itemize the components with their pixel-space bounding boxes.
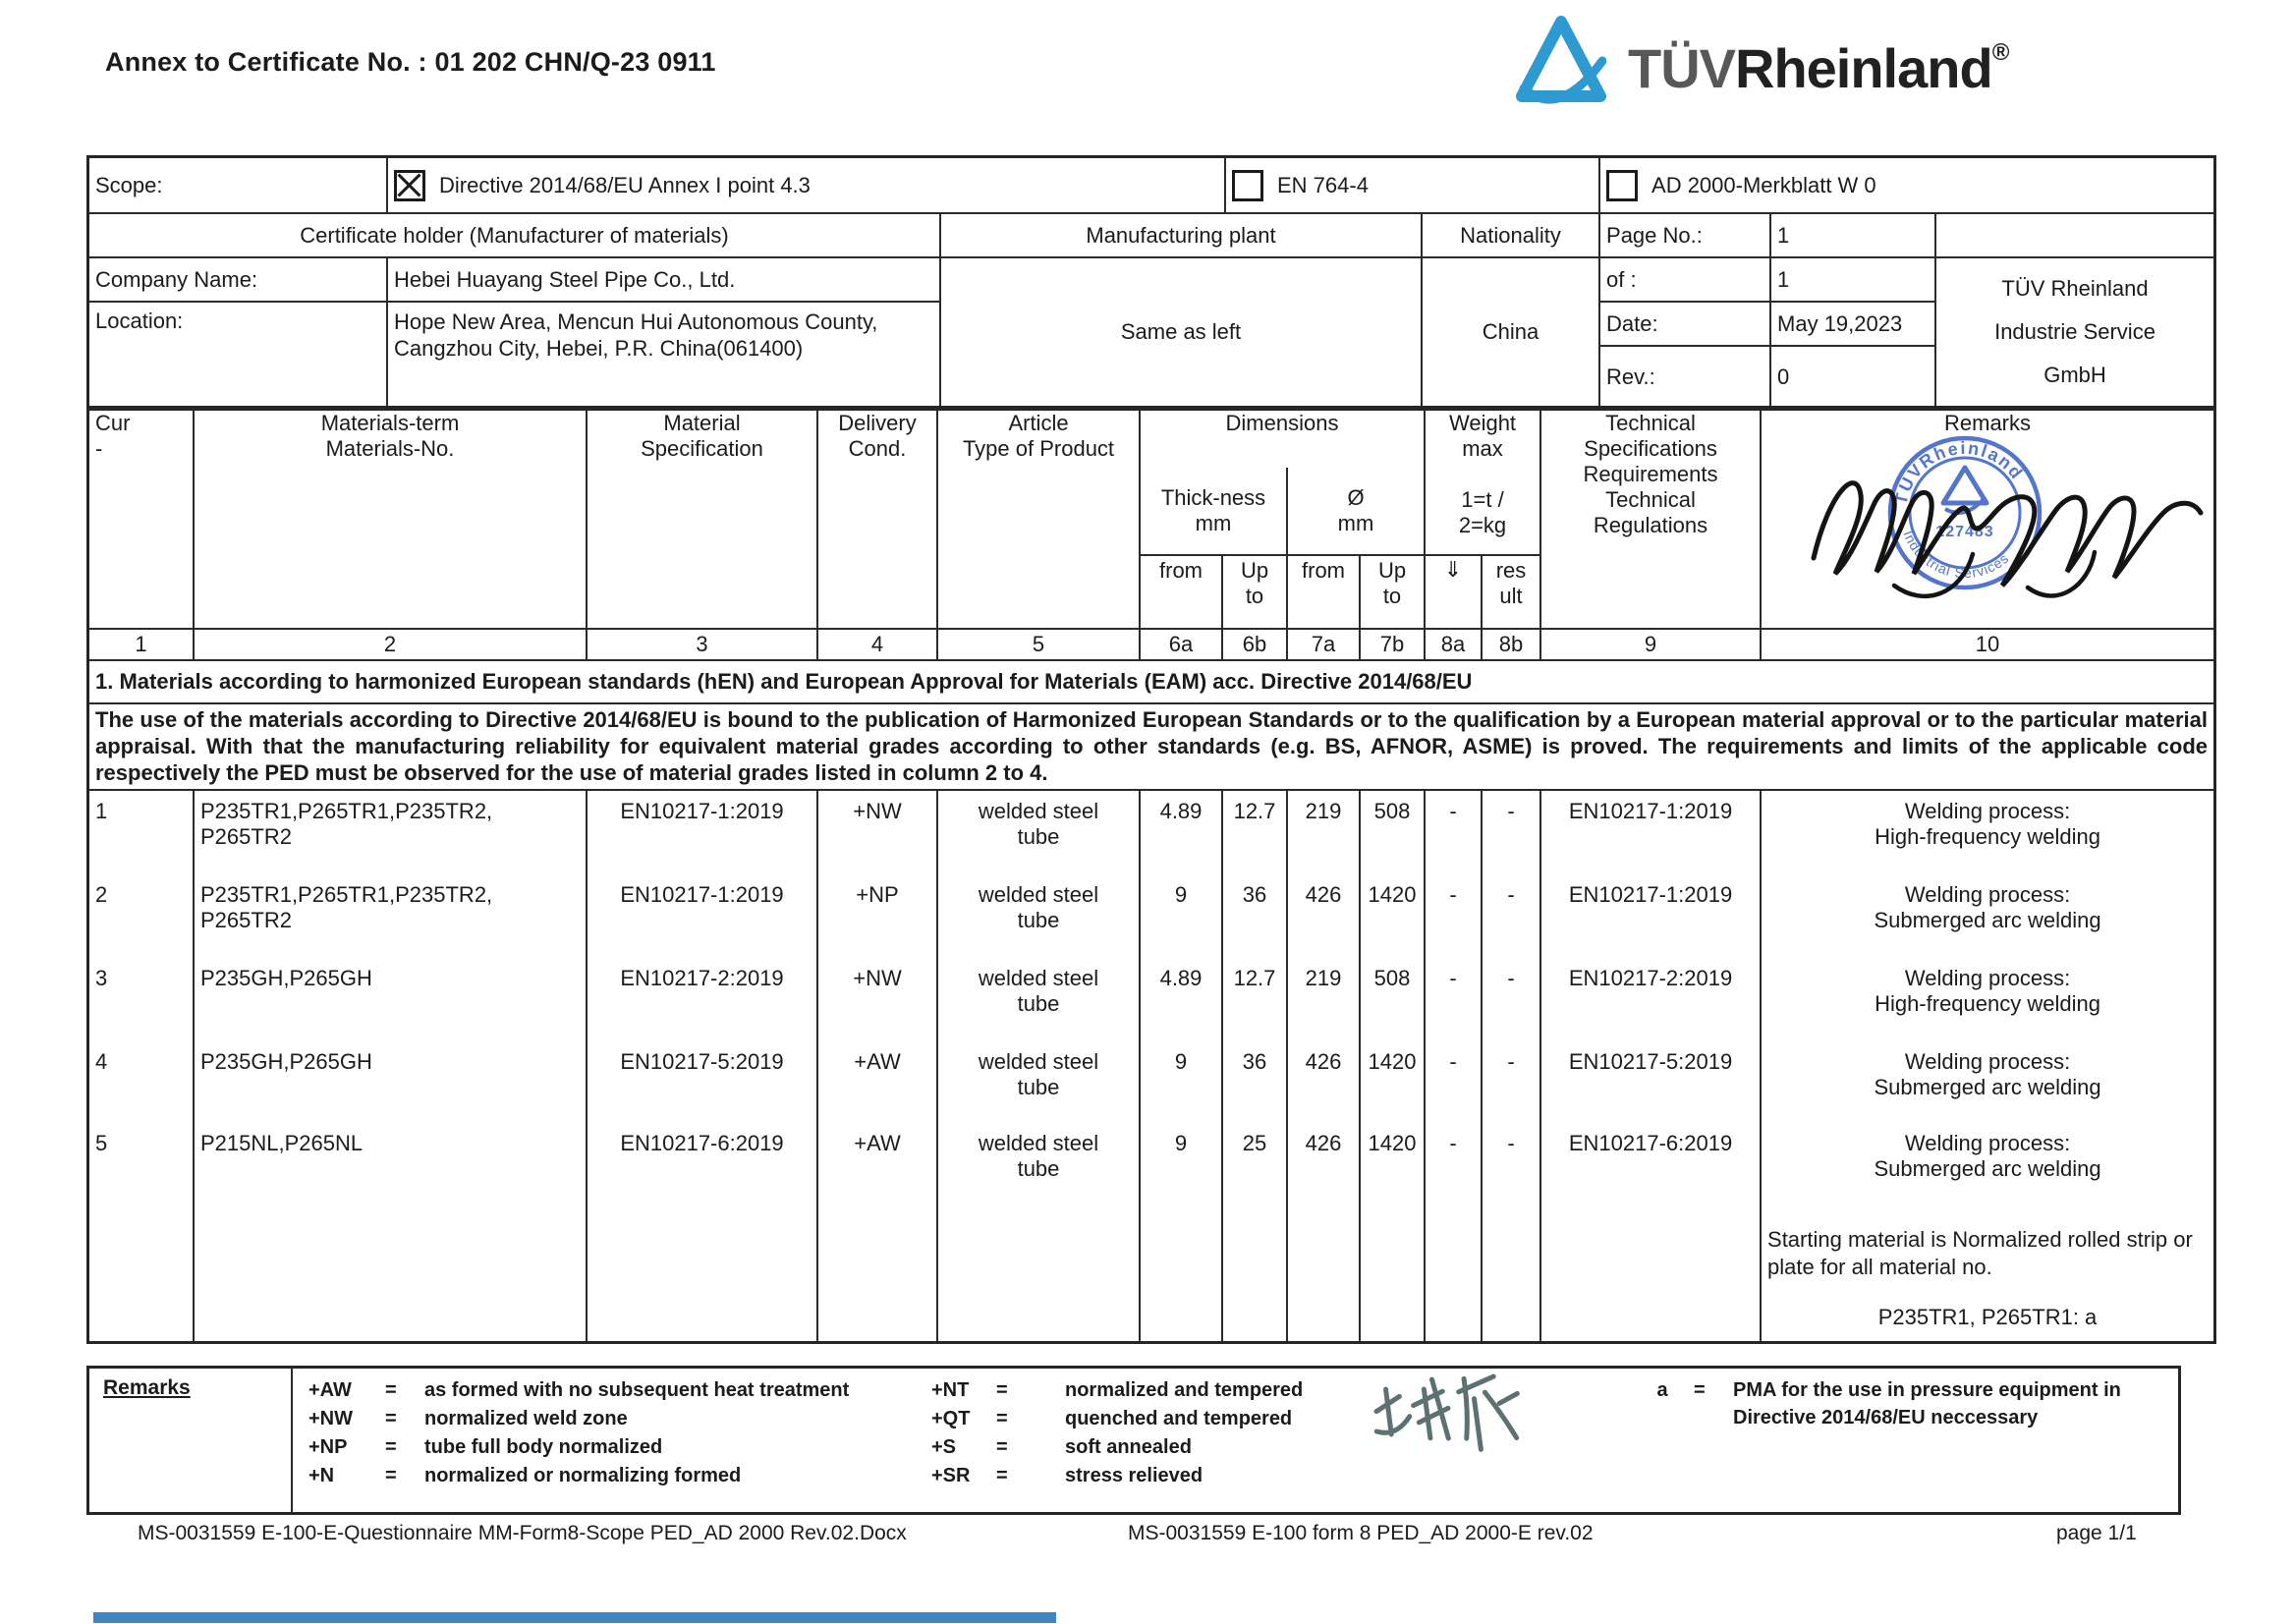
company-name-label: Company Name:: [89, 258, 388, 303]
date-value: May 19,2023: [1771, 303, 1936, 347]
top-info-table: [86, 155, 2216, 411]
stamp-bottom-text: Industrial Services: [1900, 528, 2012, 582]
checkbox-unchecked-icon: [1606, 170, 1638, 201]
scan-edge-bar: [93, 1612, 1056, 1623]
checkbox-checked-icon: [394, 170, 425, 201]
stamp-number: 127483: [1935, 524, 1994, 540]
footer-left: MS-0031559 E-100-E-Questionnaire MM-Form8-Scope PED_AD 2000 Rev.02.Docx: [138, 1522, 907, 1544]
materials-table: [86, 406, 2216, 1344]
rev-label: Rev.:: [1600, 347, 1771, 408]
col-header-dimensions: Dimensions: [1141, 409, 1426, 468]
remarks-title: Remarks: [103, 1376, 191, 1399]
weight-arrow-icon: ⇓: [1426, 556, 1483, 630]
table-row: [89, 1297, 2213, 1341]
table-row: 4 P235GH,P265GH EN10217-5:2019 +AW welded steel tube 9 36 426 1420 - - EN10217-5:2019 Welding process: Submerged arc welding: [89, 1041, 2213, 1123]
date-label: Date:: [1600, 303, 1771, 347]
manufacturing-plant-header: Manufacturing plant: [941, 214, 1423, 258]
table-row: 3 P235GH,P265GH EN10217-2:2019 +NW welded steel tube 4.89 12.7 219 508 - - EN10217-2:2019 Welding process: High-frequency welding: [89, 958, 2213, 1041]
scope-label: Scope:: [89, 158, 388, 214]
extra-remark: P235TR1, P265TR1: a: [1877, 1305, 2098, 1329]
footer-page-number: page 1/1: [2056, 1522, 2137, 1544]
scope-option-en764: [1232, 170, 1593, 201]
table-row: 2 P235TR1,P265TR1,P235TR2, P265TR2 EN10217-1:2019 +NP welded steel tube 9 36 426 1420 - - EN10217-1:2019 Welding process: Submerged arc welding: [89, 874, 2213, 958]
remark-cell: Welding process: High-frequency welding: [1875, 799, 2100, 849]
article-cell: welded steel tube: [938, 1041, 1141, 1123]
col-header-remarks: Remarks: [1762, 409, 2213, 630]
footer-center: MS-0031559 E-100 form 8 PED_AD 2000-E rev.02: [1128, 1522, 1594, 1544]
article-cell: welded steel tube: [938, 1123, 1141, 1218]
tuv-rheinland-logo: [1516, 14, 2008, 112]
table-row: 5 P215NL,P265NL EN10217-6:2019 +AW welded steel tube 9 25 426 1420 - - EN10217-6:2019 Welding process: Submerged arc welding: [89, 1123, 2213, 1218]
extra-remark: Starting material is Normalized rolled strip or plate for all material no.: [1767, 1227, 2193, 1279]
column-numbers-row: 1 2 3 4 5 6a 6b 7a 7b 8a 8b 9 10: [89, 630, 2213, 661]
scope-option-directive: [394, 170, 1218, 201]
section-note: The use of the materials according to Directive 2014/68/EU is bound to the publication of Harmonized European Standards or to the qualification by a European material approval or to the particular material appraisal. With that the manufacturing reliability for equivalent material grades according to other standards (e.g. BS, AFNOR, ASME) is proved. The requirements and limits of the applicable code respectively the PED must be observed for the use of material grades listed in column 2 to 4.: [89, 704, 2213, 791]
remarks-title-cell: [89, 1369, 293, 1512]
materials-cell: P235TR1,P265TR1,P235TR2, P265TR2: [195, 874, 588, 958]
rev-value: 0: [1771, 347, 1936, 408]
subheader-thickness-from: from: [1141, 556, 1223, 630]
subheader-diameter-upto: Up to: [1361, 556, 1426, 630]
materials-cell: P235TR1,P265TR1,P235TR2, P265TR2: [195, 791, 588, 874]
legend-column-2: +NT = normalized and tempered +QT = quenched and tempered +S = soft annealed +SR = stress relieved: [931, 1379, 1304, 1486]
remark-cell: Welding process: Submerged arc welding: [1874, 1131, 2101, 1181]
subheader-thickness: Thick-ness mm: [1141, 468, 1288, 556]
scope-option-label: Directive 2014/68/EU Annex I point 4.3: [439, 172, 811, 197]
table-row: 1 P235TR1,P265TR1,P235TR2, P265TR2 EN10217-1:2019 +NW welded steel tube 4.89 12.7 219 508 - - EN10217-1:2019 Welding process: High-frequency welding: [89, 791, 2213, 874]
manufacturing-plant-value: Same as left: [941, 258, 1423, 408]
scope-option-label: AD 2000-Merkblatt W 0: [1651, 172, 1876, 197]
of-value: 1: [1771, 258, 1936, 303]
materials-cell: P235GH,P265GH: [195, 1041, 588, 1123]
nationality-value: China: [1423, 258, 1600, 408]
article-cell: welded steel tube: [938, 874, 1141, 958]
col-header-materials: Materials-term Materials-No.: [195, 409, 588, 630]
remark-cell: Welding process: Submerged arc welding: [1874, 882, 2101, 932]
location-value: Hope New Area, Mencun Hui Autonomous County, Cangzhou City, Hebei, P.R. China(061400): [388, 303, 941, 408]
stamp-top-text: TÜVRheinland: [1890, 437, 2028, 507]
legend-column-1: +AW = as formed with no subsequent heat treatment +NW = normalized weld zone +NP = tube full body normalized +N = normalized or normalizing formed: [308, 1379, 850, 1486]
cert-holder-header: Certificate holder (Manufacturer of materials): [89, 214, 941, 258]
page-no-label: Page No.:: [1600, 214, 1771, 258]
scope-option-ad2000: [1606, 170, 2208, 201]
scope-option-label: EN 764-4: [1277, 172, 1369, 197]
col-header-article: Article Type of Product: [938, 409, 1141, 630]
page-title: Annex to Certificate No. : 01 202 CHN/Q-23 0911: [105, 47, 716, 77]
of-label: of :: [1600, 258, 1771, 303]
subheader-diameter-from: from: [1288, 556, 1361, 630]
remarks-legend-box: [86, 1366, 2181, 1515]
col-header-weight: Weight max 1=t / 2=kg: [1426, 409, 1541, 556]
col-header-delivery: Delivery Cond.: [818, 409, 938, 630]
company-name-value: Hebei Huayang Steel Pipe Co., Ltd.: [388, 258, 941, 303]
table-row: [89, 1218, 2213, 1297]
article-cell: welded steel tube: [938, 791, 1141, 874]
logo-tuv-text: TÜV: [1628, 37, 1735, 99]
remark-cell: Welding process: Submerged arc welding: [1874, 1049, 2101, 1099]
materials-cell: P235GH,P265GH: [195, 958, 588, 1041]
legend-content: [293, 1369, 2178, 1512]
section-title: 1. Materials according to harmonized European standards (hEN) and European Approval for Materials (EAM) acc. Directive 2014/68/EU: [89, 661, 2213, 704]
col-header-tech: Technical Specifications Requirements Technical Regulations: [1541, 409, 1762, 630]
page-no-value: 1: [1771, 214, 1936, 258]
subheader-diameter: Ø mm: [1288, 468, 1426, 556]
legend-column-3: a = PMA for the use in pressure equipment in Directive 2014/68/EU neccessary: [1656, 1379, 2121, 1428]
logo-wordmark: [1628, 37, 2009, 99]
logo-rheinland-text: Rheinland: [1735, 37, 1992, 99]
tuv-triangle-icon: [1516, 14, 1606, 112]
registered-trademark-icon: ®: [1991, 39, 2009, 66]
subheader-result: res ult: [1483, 556, 1541, 630]
col-header-spec: Material Specification: [588, 409, 818, 630]
nationality-header: Nationality: [1423, 214, 1600, 258]
col-header-cur: Cur -: [89, 409, 195, 630]
article-cell: welded steel tube: [938, 958, 1141, 1041]
checkbox-unchecked-icon: [1232, 170, 1263, 201]
issuing-organization: TÜV Rheinland Industrie Service GmbH: [1936, 258, 2213, 408]
subheader-thickness-upto: Up to: [1223, 556, 1288, 630]
materials-cell: P215NL,P265NL: [195, 1123, 588, 1218]
location-label: Location:: [89, 303, 388, 408]
remark-cell: Welding process: High-frequency welding: [1875, 966, 2100, 1016]
